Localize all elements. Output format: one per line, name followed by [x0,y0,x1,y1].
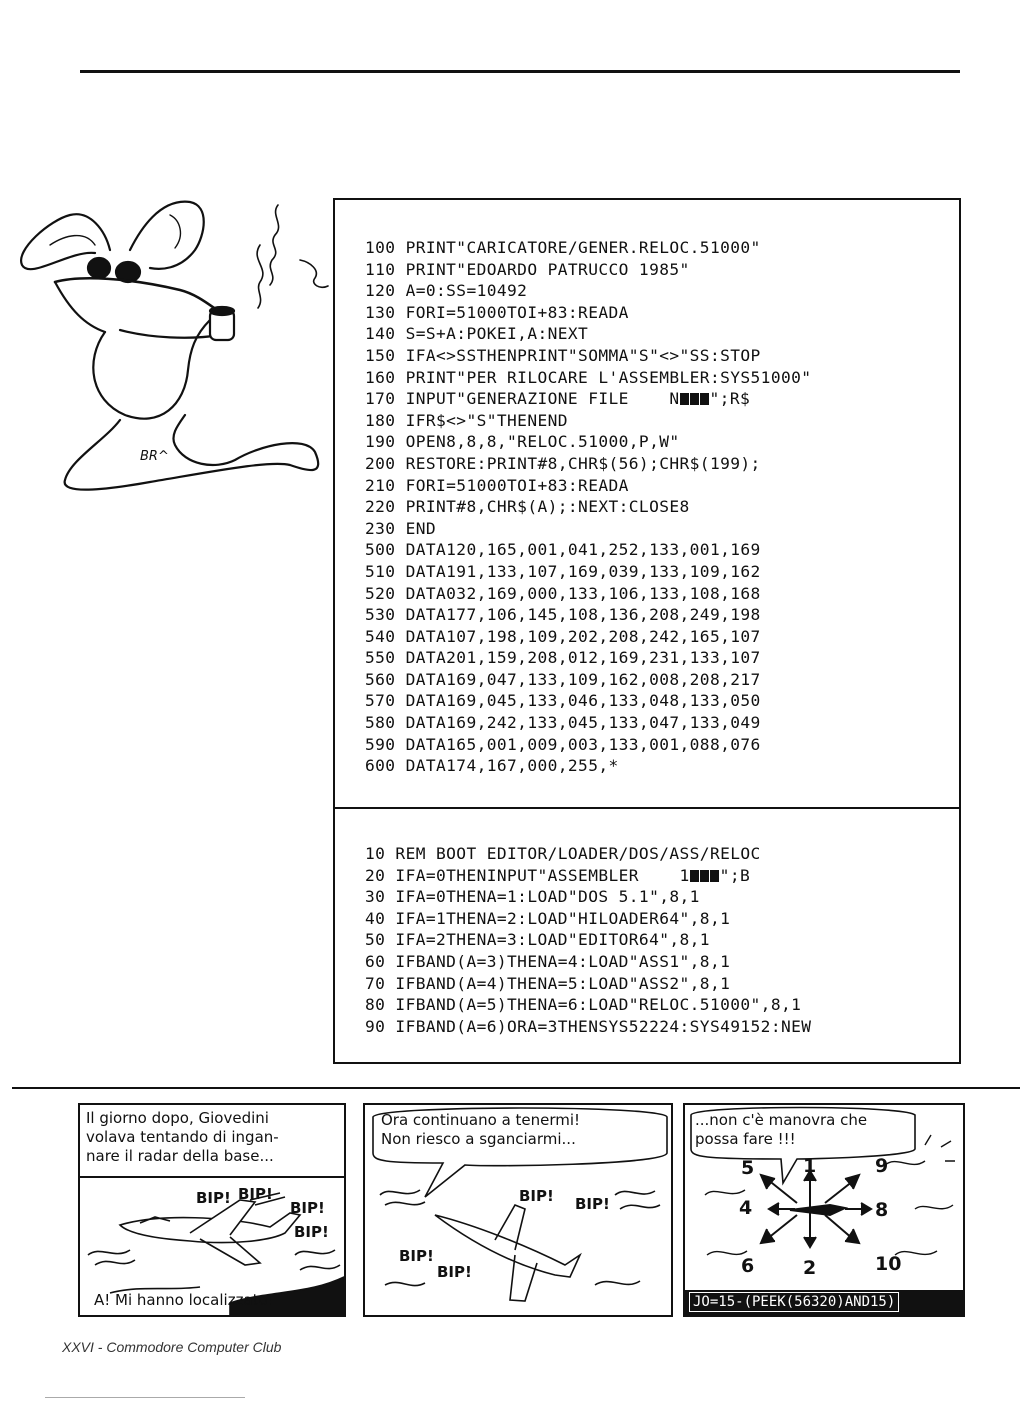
top-rule [80,70,960,73]
boot-listing-line-text: 50 IFA=2THENA=3:LOAD"EDITOR64",8,1 [365,930,710,950]
main-listing-line-text: 560 DATA169,047,133,109,162,008,208,217 [365,669,761,689]
boot-listing-line-text: 60 IFBAND(A=3)THENA=4:LOAD"ASS1",8,1 [365,951,731,971]
section-rule [12,1087,1020,1089]
joystick-read-code: JO=15-(PEEK(56320)AND15) [689,1292,899,1312]
main-listing-line-text: 140 S=S+A:POKEI,A:NEXT [365,324,589,344]
panel-1-bip-2: BIP! [238,1185,273,1203]
main-listing-line [365,583,811,605]
panel-2-bip-1: BIP! [519,1187,554,1205]
boot-basic-listing [365,843,811,1037]
reverse-video-block [700,870,709,882]
main-listing-line [365,431,811,453]
boot-listing-line-text: 70 IFBAND(A=4)THENA=5:LOAD"ASS2",8,1 [365,973,731,993]
main-listing-line [365,475,811,497]
main-listing-line-text: 120 A=0:SS=10492 [365,281,528,301]
main-listing-line [365,626,811,648]
direction-2: 2 [803,1257,817,1279]
boot-listing-line [365,908,811,930]
reverse-video-block [690,870,699,882]
direction-4: 4 [739,1197,753,1219]
mouse-pipe-illustration [10,190,335,510]
main-listing-line [365,367,811,389]
main-listing-line [365,453,811,475]
panel-1-caption: Il giorno dopo, Giovedini volava tentando di ingan- nare il radar della base... [86,1109,279,1165]
main-listing-line [365,410,811,432]
reverse-video-block [710,870,719,882]
boot-listing-line-text: 30 IFA=0THENA=1:LOAD"DOS 5.1",8,1 [365,887,700,907]
main-listing-line-text: 160 PRINT"PER RILOCARE L'ASSEMBLER:SYS51000" [365,367,812,387]
main-listing-line-text: 110 PRINT"EDOARDO PATRUCCO 1985" [365,259,690,279]
boot-listing-line-tail: ";B [719,865,751,885]
boot-listing-line [365,865,811,887]
direction-1: 1 [803,1155,817,1177]
panel-3-balloon: ...non c'è manovra che possa fare !!! [695,1111,868,1148]
main-listing-line-text: 590 DATA165,001,009,003,133,001,088,076 [365,734,761,754]
comic-panel-3 [683,1103,965,1317]
direction-10: 10 [875,1253,902,1275]
main-listing-line-text: 180 IFR$<>"S"THENEND [365,410,568,430]
main-listing-line [365,712,811,734]
panel-2-balloon: Ora continuano a tenermi! Non riesco a sganciarmi... [381,1111,581,1148]
boot-listing-line [365,994,811,1016]
reverse-video-block [680,393,689,405]
main-listing-line [365,259,811,281]
boot-listing-line-text: 20 IFA=0THENINPUT"ASSEMBLER 1 [365,865,690,885]
main-listing-line-tail: ";R$ [709,389,751,409]
boot-listing-line-text: 80 IFBAND(A=5)THENA=6:LOAD"RELOC.51000",8,1 [365,995,802,1015]
main-listing-line-text: 520 DATA032,169,000,133,106,133,108,168 [365,583,761,603]
basic-listing-box [333,198,961,1064]
main-listing-line-text: 530 DATA177,106,145,108,136,208,249,198 [365,605,761,625]
main-listing-line-text: 600 DATA174,167,000,255,* [365,756,619,776]
reverse-video-block [690,393,699,405]
boot-listing-line [365,951,811,973]
main-listing-line-text: 210 FORI=51000TOI+83:READA [365,475,629,495]
boot-listing-line-text: 90 IFBAND(A=6)ORA=3THENSYS52224:SYS49152:NEW [365,1016,812,1036]
main-listing-line-text: 100 PRINT"CARICATORE/GENER.RELOC.51000" [365,238,761,257]
boot-listing-line [365,886,811,908]
main-basic-listing [365,237,811,777]
footer-line [45,1397,245,1398]
cartoon-signature: BR^ [140,449,169,464]
main-listing-line-text: 570 DATA169,045,133,046,133,048,133,050 [365,691,761,711]
main-listing-line-text: 150 IFA<>SSTHENPRINT"SOMMA"S"<>"SS:STOP [365,345,761,365]
panel-1-balloon: A! Mi hanno localizzato! [94,1291,274,1309]
main-listing-line [365,755,811,777]
main-listing-line [365,690,811,712]
boot-listing-line-text: 10 REM BOOT EDITOR/LOADER/DOS/ASS/RELOC [365,844,761,863]
main-listing-line-text: 200 RESTORE:PRINT#8,CHR$(56);CHR$(199); [365,453,761,473]
main-listing-line-text: 190 OPEN8,8,8,"RELOC.51000,P,W" [365,432,680,452]
main-listing-line-text: 220 PRINT#8,CHR$(A);:NEXT:CLOSE8 [365,497,690,517]
main-listing-line-text: 230 END [365,518,437,538]
boot-listing-line [365,1016,811,1038]
comic-panel-2 [363,1103,673,1317]
main-listing-line [365,647,811,669]
main-listing-line [365,345,811,367]
direction-6: 6 [741,1255,755,1277]
main-listing-line-text: 500 DATA120,165,001,041,252,133,001,169 [365,540,761,560]
direction-5: 5 [741,1157,755,1179]
main-listing-line [365,388,811,410]
main-listing-line [365,323,811,345]
main-listing-line-text: 170 INPUT"GENERAZIONE FILE N [365,389,680,409]
panel-2-bip-4: BIP! [437,1263,472,1281]
listing-divider [335,807,959,809]
main-listing-line [365,518,811,540]
panel-2-bip-3: BIP! [399,1247,434,1265]
main-listing-line [365,237,811,259]
boot-listing-line-text: 40 IFA=1THENA=2:LOAD"HILOADER64",8,1 [365,908,731,928]
main-listing-line [365,604,811,626]
page-footer: XXVI - Commodore Computer Club [62,1339,282,1355]
main-listing-line [365,302,811,324]
panel-1-bip-4: BIP! [294,1223,329,1241]
panel-1-bip-3: BIP! [290,1199,325,1217]
main-listing-line-text: 510 DATA191,133,107,169,039,133,109,162 [365,561,761,581]
comic-panel-1 [78,1103,346,1317]
main-listing-line-text: 540 DATA107,198,109,202,208,242,165,107 [365,626,761,646]
boot-listing-line [365,973,811,995]
panel-2-bip-2: BIP! [575,1195,610,1213]
boot-listing-line [365,843,811,865]
main-listing-line [365,496,811,518]
boot-listing-line [365,929,811,951]
main-listing-line [365,539,811,561]
direction-9: 9 [875,1155,889,1177]
panel-1-bip-1: BIP! [196,1189,231,1207]
main-listing-line [365,280,811,302]
main-listing-line-text: 580 DATA169,242,133,045,133,047,133,049 [365,713,761,733]
main-listing-line-text: 550 DATA201,159,208,012,169,231,133,107 [365,648,761,668]
reverse-video-block [700,393,709,405]
joystick-code-bar [685,1290,963,1315]
main-listing-line [365,734,811,756]
main-listing-line [365,669,811,691]
main-listing-line-text: 130 FORI=51000TOI+83:READA [365,302,629,322]
main-listing-line [365,561,811,583]
direction-8: 8 [875,1199,889,1221]
